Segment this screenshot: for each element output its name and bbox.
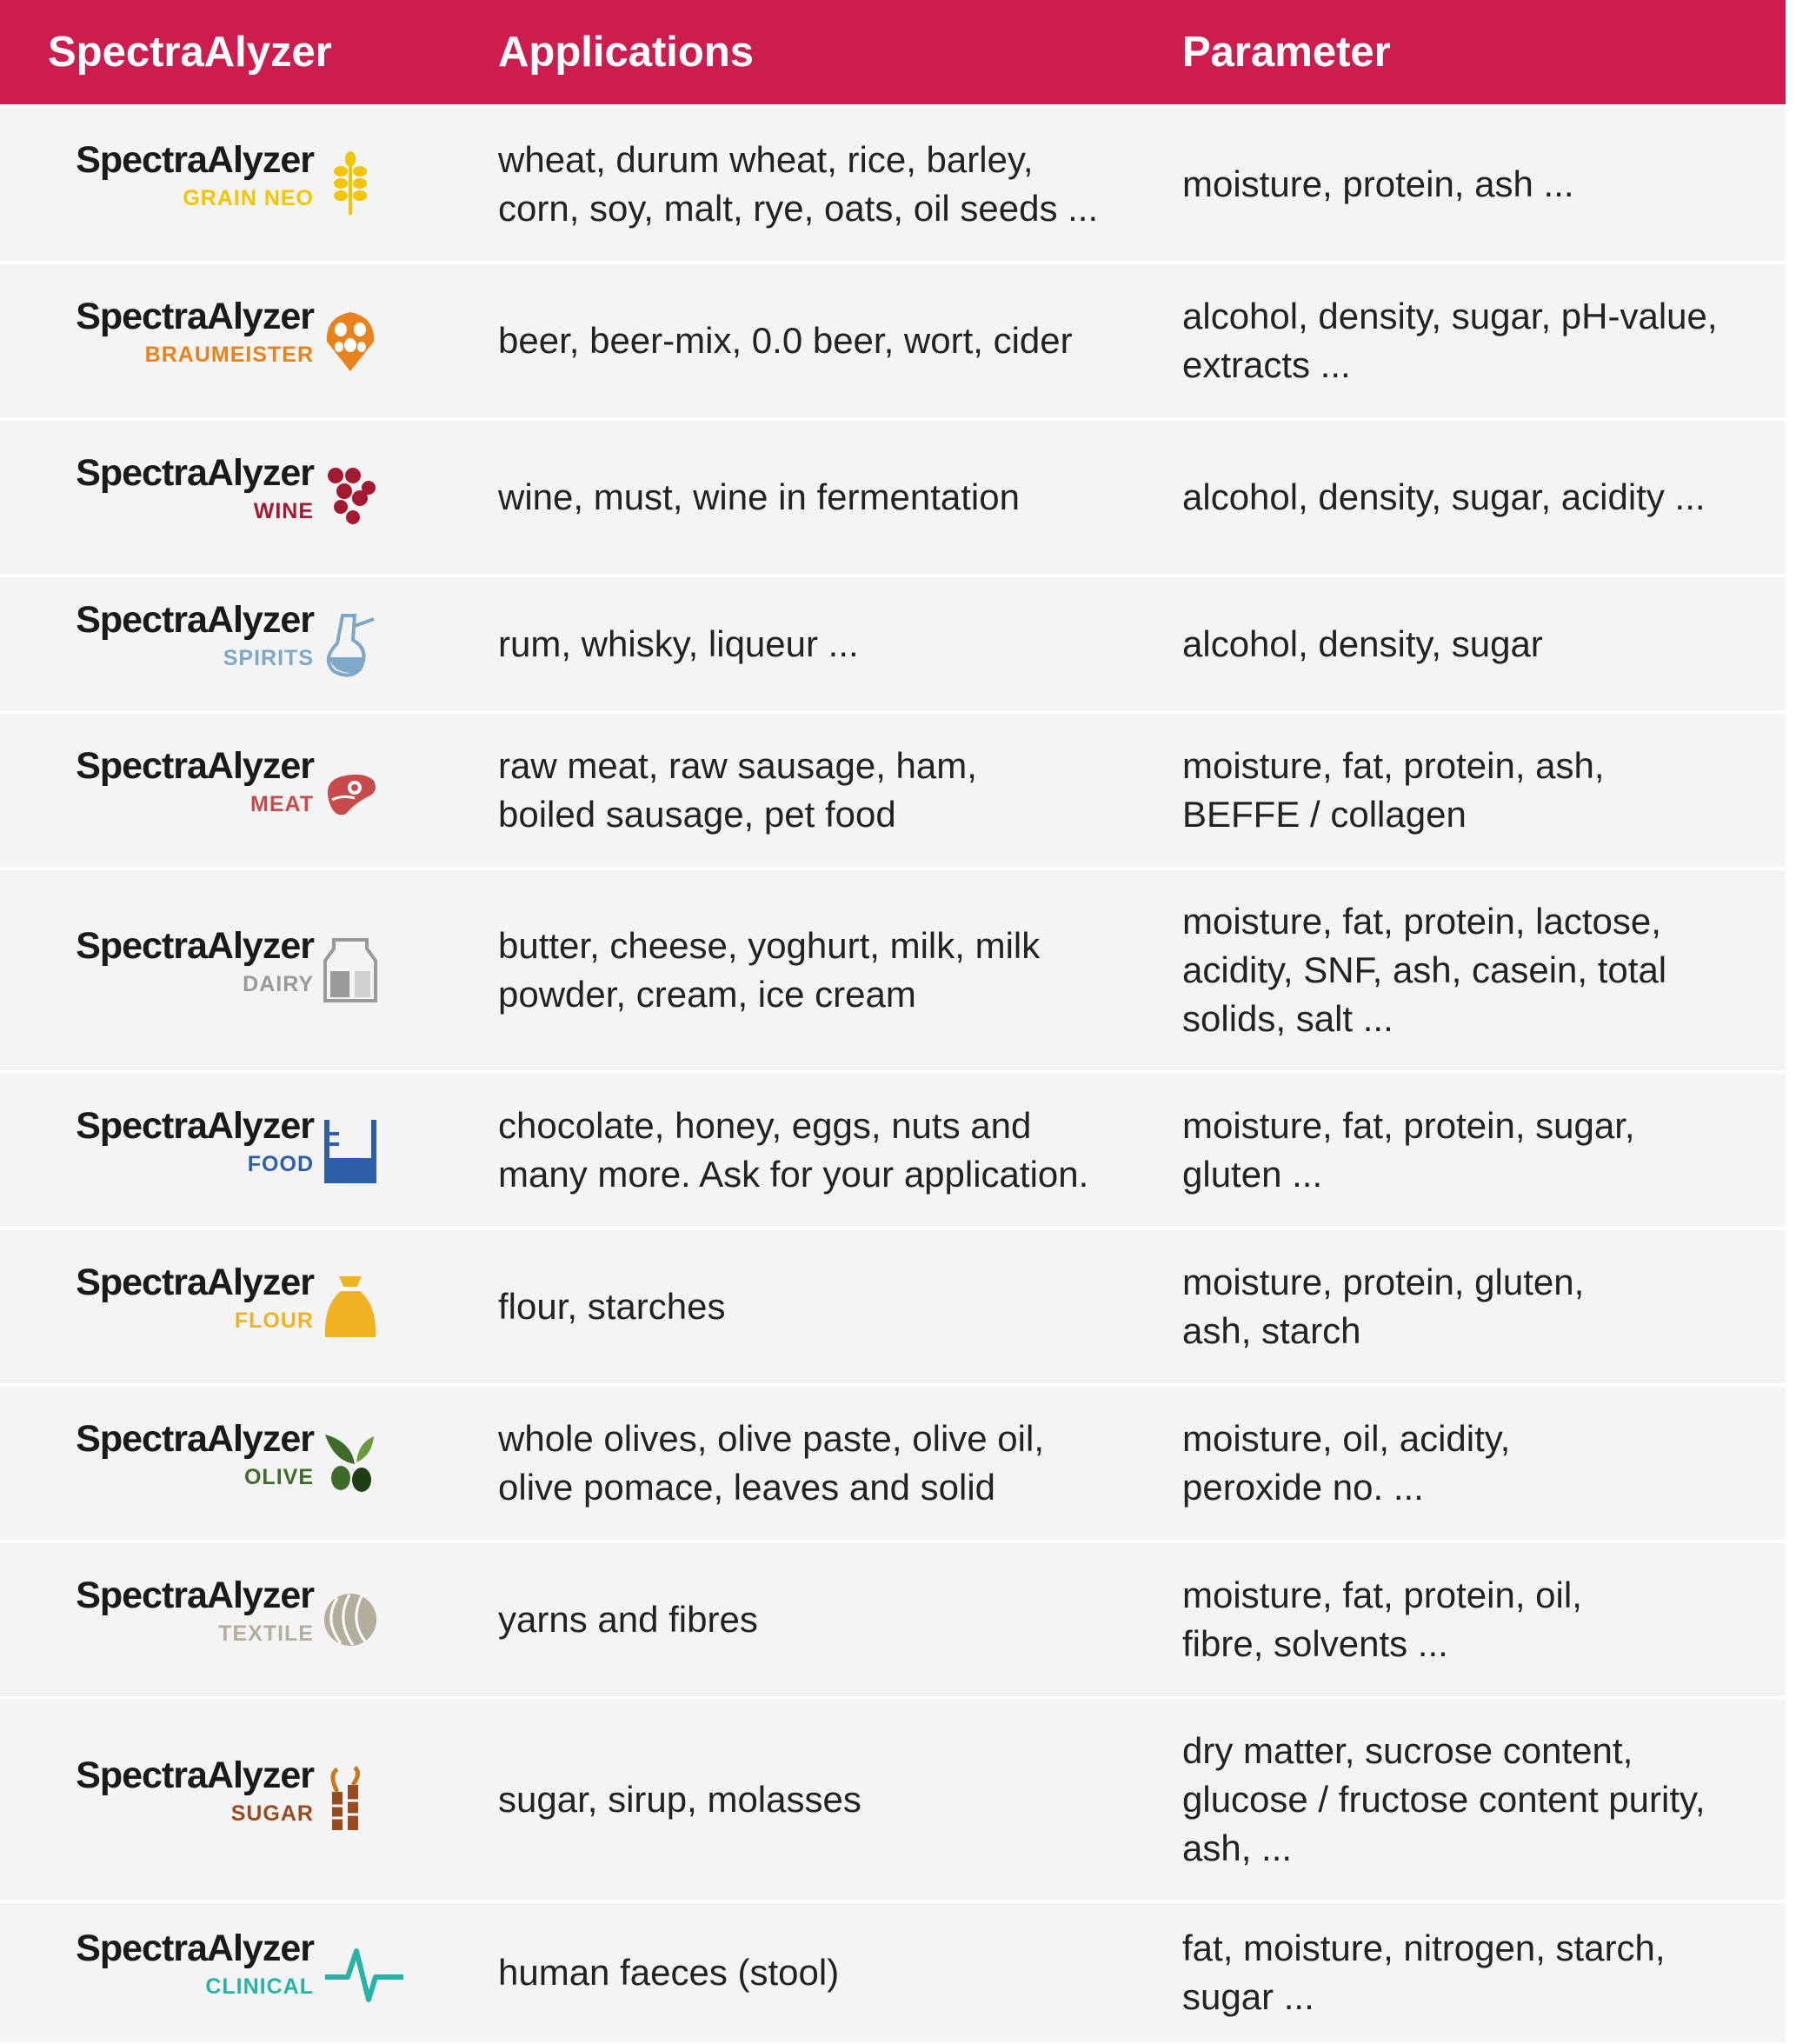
parameter-line: moisture, fat, protein, lactose,: [1182, 901, 1661, 942]
product-logo: [57, 714, 396, 867]
applications-line: whole olives, olive paste, olive oil,: [498, 1418, 1044, 1459]
product-name: SpectraAlyzer: [76, 1575, 314, 1616]
applications-line: corn, soy, malt, rye, oats, oil seeds ...: [498, 188, 1099, 229]
parameter-line: dry matter, sucrose content,: [1182, 1730, 1633, 1771]
parameter-cell: [1182, 1700, 1756, 1900]
parameter-cell: [1182, 714, 1756, 867]
parameter-cell: [1182, 1387, 1756, 1540]
parameter-line: moisture, fat, protein, sugar,: [1182, 1105, 1635, 1146]
product-name: SpectraAlyzer: [76, 1754, 314, 1796]
product-name: SpectraAlyzer: [76, 1262, 314, 1303]
milk-carton-icon: [320, 936, 381, 1004]
grapes-icon: [320, 463, 381, 531]
product-name: SpectraAlyzer: [76, 925, 314, 967]
product-variant: SUGAR: [230, 1801, 314, 1826]
parameter-line: solids, salt ...: [1182, 998, 1394, 1039]
table-row: [0, 1696, 1786, 1900]
table-row: [0, 104, 1786, 261]
product-variant: SPIRITS: [223, 645, 314, 670]
parameter-line: ash, starch: [1182, 1310, 1361, 1351]
parameter-line: alcohol, density, sugar: [1182, 623, 1543, 664]
header-applications: Applications: [498, 29, 755, 76]
parameter-line: moisture, fat, protein, ash,: [1182, 745, 1605, 786]
sugarcane-icon: [320, 1766, 381, 1834]
applications-line: chocolate, honey, eggs, nuts and: [498, 1105, 1032, 1146]
table-row: [0, 1383, 1786, 1540]
product-name: SpectraAlyzer: [76, 1927, 314, 1969]
hops-icon: [320, 307, 381, 375]
header-product: SpectraAlyzer: [48, 29, 332, 76]
applications-cell: [498, 264, 1124, 417]
product-name: SpectraAlyzer: [76, 296, 314, 337]
product-name: SpectraAlyzer: [76, 1105, 314, 1147]
applications-cell: [498, 108, 1124, 261]
olive-icon: [320, 1429, 381, 1497]
table-row: [0, 1900, 1786, 2042]
product-variant: MEAT: [250, 792, 314, 816]
product-name: SpectraAlyzer: [76, 139, 314, 181]
parameter-line: alcohol, density, sugar, pH-value,: [1182, 296, 1718, 336]
table-body: [0, 104, 1786, 2042]
product-variant: DAIRY: [243, 972, 314, 996]
product-logo: [57, 1230, 396, 1383]
parameter-cell: [1182, 108, 1756, 261]
parameter-line: moisture, oil, acidity,: [1182, 1418, 1511, 1459]
product-variant: TEXTILE: [218, 1621, 314, 1646]
applications-line: butter, cheese, yoghurt, milk, milk: [498, 925, 1041, 966]
product-logo: [57, 1903, 396, 2042]
applications-cell: [498, 1230, 1124, 1383]
parameter-line: BEFFE / collagen: [1182, 794, 1467, 835]
grain-icon: [320, 150, 381, 218]
applications-cell: [498, 714, 1124, 867]
parameter-line: fibre, solvents ...: [1182, 1623, 1448, 1664]
applications-line: human faeces (stool): [498, 1952, 840, 1993]
product-logo: [57, 1074, 396, 1227]
product-name: SpectraAlyzer: [76, 1418, 314, 1460]
applications-line: yarns and fibres: [498, 1599, 758, 1640]
product-variant: FLOUR: [234, 1308, 314, 1333]
applications-line: powder, cream, ice cream: [498, 974, 916, 1015]
product-variant: FOOD: [247, 1152, 314, 1176]
table-row: [0, 1227, 1786, 1383]
beaker-icon: [320, 1116, 381, 1184]
parameter-cell: [1182, 1074, 1756, 1227]
applications-line: olive pomace, leaves and solid: [498, 1467, 996, 1508]
applications-line: sugar, sirup, molasses: [498, 1779, 861, 1820]
parameter-line: extracts ...: [1182, 344, 1351, 385]
applications-line: beer, beer-mix, 0.0 beer, wort, cider: [498, 320, 1073, 361]
parameter-line: alcohol, density, sugar, acidity ...: [1182, 476, 1706, 517]
product-logo: [57, 1700, 396, 1900]
product-logo: [57, 108, 396, 261]
applications-line: rum, whisky, liqueur ...: [498, 623, 859, 664]
parameter-line: moisture, protein, ash ...: [1182, 163, 1574, 204]
parameter-cell: [1182, 1230, 1756, 1383]
product-variant: GRAIN NEO: [183, 186, 314, 210]
product-variant: CLINICAL: [205, 1974, 314, 1999]
applications-cell: [498, 1700, 1124, 1900]
parameter-line: gluten ...: [1182, 1154, 1323, 1195]
parameter-line: fat, moisture, nitrogen, starch,: [1182, 1927, 1666, 1968]
parameter-line: acidity, SNF, ash, casein, total: [1182, 949, 1667, 990]
parameter-cell: [1182, 1543, 1756, 1696]
applications-line: raw meat, raw sausage, ham,: [498, 745, 977, 786]
parameter-cell: [1182, 264, 1756, 417]
applications-line: many more. Ask for your application.: [498, 1154, 1089, 1195]
parameter-line: moisture, fat, protein, oil,: [1182, 1575, 1582, 1615]
table-row: [0, 417, 1786, 574]
product-name: SpectraAlyzer: [76, 598, 314, 641]
parameter-cell: [1182, 1903, 1756, 2042]
parameter-line: ash, ...: [1182, 1828, 1293, 1868]
product-name: SpectraAlyzer: [76, 745, 314, 787]
product-logo: [57, 577, 396, 710]
parameter-line: glucose / fructose content purity,: [1182, 1779, 1706, 1820]
product-logo: [57, 264, 396, 417]
yarn-icon: [320, 1586, 381, 1654]
applications-line: flour, starches: [498, 1286, 726, 1327]
table-row: [0, 1540, 1786, 1696]
pulse-icon: [325, 1939, 403, 2007]
parameter-cell: [1182, 421, 1756, 574]
applications-cell: [498, 421, 1124, 574]
applications-cell: [498, 577, 1124, 710]
parameter-line: peroxide no. ...: [1182, 1467, 1424, 1508]
product-name: SpectraAlyzer: [76, 452, 314, 494]
applications-cell: [498, 1903, 1124, 2042]
applications-line: wine, must, wine in fermentation: [498, 476, 1020, 517]
applications-cell: [498, 1543, 1124, 1696]
parameter-cell: [1182, 870, 1756, 1070]
flask-icon: [320, 610, 381, 678]
product-logo: [57, 870, 396, 1070]
applications-cell: [498, 1074, 1124, 1227]
parameter-line: moisture, protein, gluten,: [1182, 1262, 1585, 1302]
flour-sack-icon: [320, 1273, 381, 1341]
table-row: [0, 710, 1786, 867]
table-row: [0, 261, 1786, 417]
applications-line: boiled sausage, pet food: [498, 794, 896, 835]
parameter-line: sugar ...: [1182, 1976, 1314, 2017]
product-logo: [57, 1387, 396, 1540]
product-variant: OLIVE: [243, 1465, 314, 1489]
product-variant: WINE: [253, 499, 314, 523]
product-variant: BRAUMEISTER: [144, 343, 314, 367]
table-row: [0, 574, 1786, 710]
applications-line: wheat, durum wheat, rice, barley,: [498, 139, 1034, 180]
parameter-cell: [1182, 577, 1756, 710]
applications-cell: [498, 1387, 1124, 1540]
steak-icon: [320, 756, 381, 824]
table-header: [0, 0, 1786, 104]
header-parameter: Parameter: [1182, 29, 1391, 76]
table-row: [0, 1070, 1786, 1227]
product-logo: [57, 421, 396, 574]
table-row: [0, 867, 1786, 1070]
product-logo: [57, 1543, 396, 1696]
applications-cell: [498, 870, 1124, 1070]
